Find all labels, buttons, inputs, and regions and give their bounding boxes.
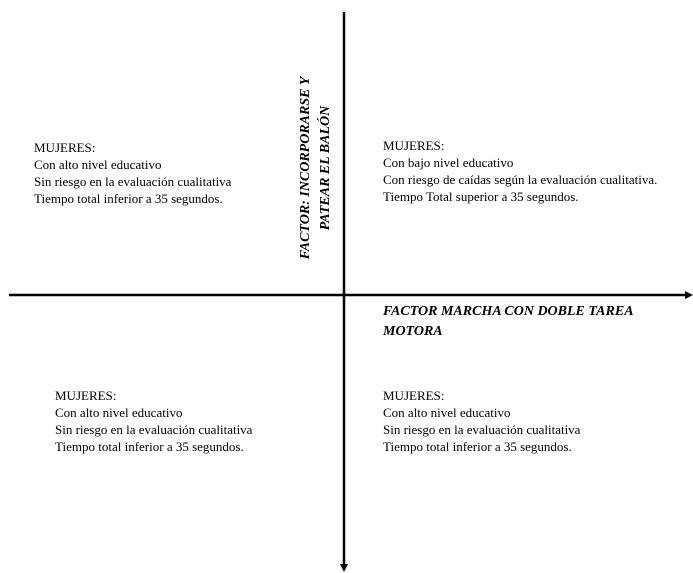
quadrant-bottom-right xyxy=(383,387,580,455)
quadrant-line: Tiempo total inferior a 35 segundos. xyxy=(34,191,223,206)
quadrant-line: Tiempo total inferior a 35 segundos. xyxy=(383,439,572,454)
quadrant-bottom-left xyxy=(55,387,252,455)
quadrant-line: Con alto nivel educativo xyxy=(34,157,162,172)
y-axis-label-line-1: FACTOR: INCORPORARSE Y xyxy=(298,76,313,260)
quadrant-top-right xyxy=(383,137,657,205)
y-axis-arrowhead xyxy=(340,564,348,572)
y-axis-label-line-2: PATEAR EL BALÓN xyxy=(318,105,333,231)
y-axis-label xyxy=(296,58,336,278)
quadrant-line: Tiempo Total superior a 35 segundos. xyxy=(383,189,579,204)
quadrant-heading: MUJERES: xyxy=(55,388,117,403)
x-axis-arrowhead xyxy=(685,291,693,299)
quadrant-line: Sin riesgo en la evaluación cualitativa xyxy=(55,422,253,437)
quadrant-line: Con alto nivel educativo xyxy=(383,405,511,420)
quadrant-heading: MUJERES: xyxy=(383,138,445,153)
quadrant-top-left xyxy=(34,139,231,207)
quadrant-line: Con alto nivel educativo xyxy=(55,405,183,420)
quadrant-line: Sin riesgo en la evaluación cualitativa xyxy=(383,422,581,437)
quadrant-line: Con bajo nivel educativo xyxy=(383,155,514,170)
x-axis-label: FACTOR MARCHA CON DOBLE TAREA MOTORA xyxy=(383,304,633,339)
quadrant-line: Tiempo total inferior a 35 segundos. xyxy=(55,439,244,454)
quadrant-heading: MUJERES: xyxy=(34,140,96,155)
quadrant-heading: MUJERES: xyxy=(383,388,445,403)
quadrant-line: Sin riesgo en la evaluación cualitativa xyxy=(34,174,232,189)
quadrant-line: Con riesgo de caídas según la evaluación cualitativa. xyxy=(383,172,658,187)
